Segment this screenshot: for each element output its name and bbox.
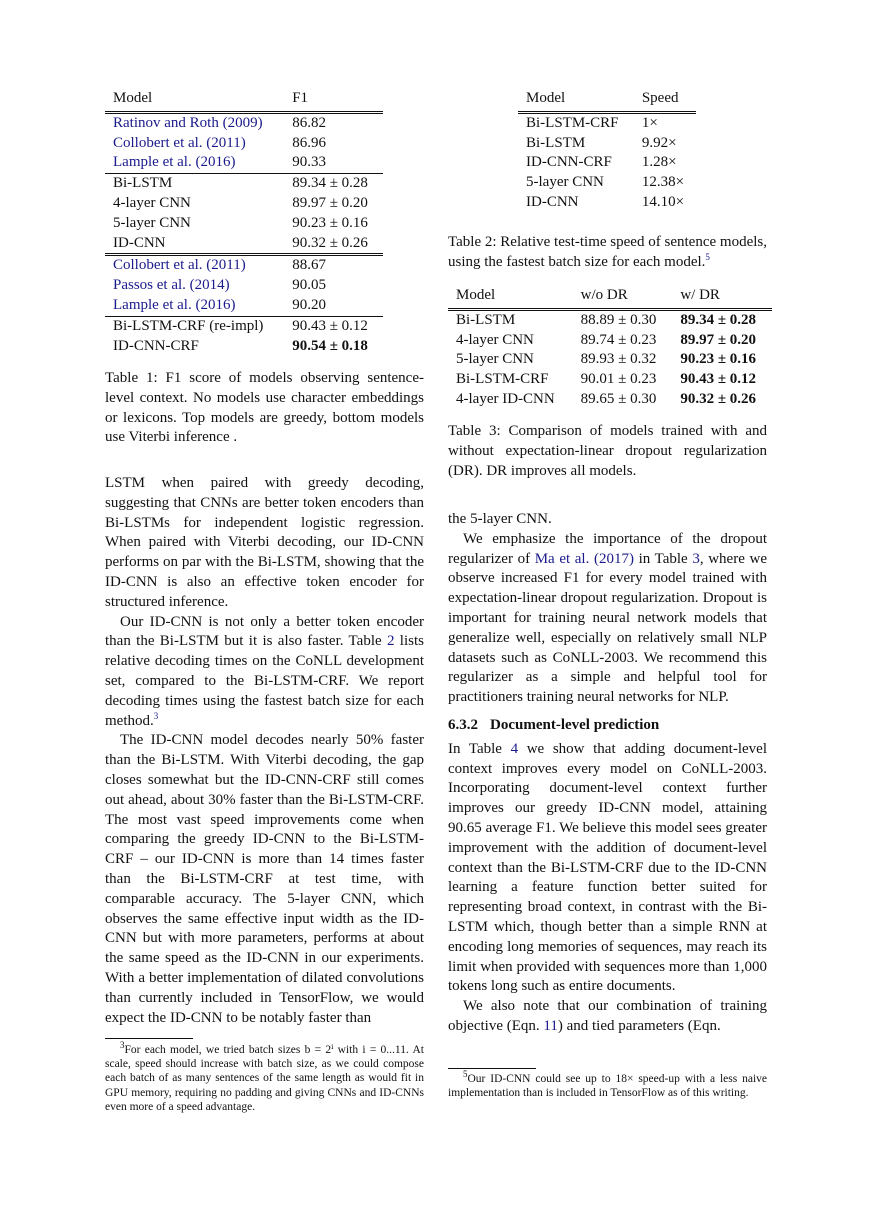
cell-f1: 88.67 — [284, 255, 383, 276]
cell-f1: 90.23 ± 0.16 — [292, 214, 368, 231]
text: we show that adding document-level context improves every model on CoNLL-2003. Incorporating document-level context further improves our greedy ID-CNN model, attaining 90.65 average F1. We believe this model sees greater improvement with the addition of document-level context than the Bi-LSTM-CRF due to the ID-CNN learning a feature function better suited for representing broad context, in contrast with the Bi-LSTM which, though better than a simple RNN at encoding long memories of sequences, may reach its limit when provided with sequences more than 1,000 tokens long such as entire documents. — [448, 740, 767, 995]
right-paragraph-4 — [448, 997, 767, 1037]
caption-text: Table 2: Relative test-time speed of sentence models, using the fastest batch size for each model. — [448, 234, 767, 270]
cell-with-dr: 90.43 ± 0.12 — [680, 371, 757, 388]
table-row — [105, 255, 383, 276]
table-row — [105, 337, 383, 357]
cell-speed: 1× — [634, 112, 696, 133]
table-row — [105, 174, 383, 194]
table-row — [105, 234, 383, 255]
left-paragraph-1: LSTM when paired with greedy decoding, suggesting that CNNs are better token encoders than Bi-LSTMs for independent logistic regression. When paired with Viterbi decoding, our ID-CNN performs on par with the Bi-LSTM, showing that the ID-CNN is also an effective token encoder for structured inference. — [105, 475, 424, 610]
cell-model: 4-layer ID-CNN — [456, 390, 555, 407]
cell-model: Bi-LSTM — [105, 174, 284, 194]
table-3-ref-link[interactable]: 3 — [692, 550, 700, 567]
right-paragraph-1: the 5-layer CNN. — [448, 511, 552, 527]
cell-without-dr: 89.74 ± 0.23 — [580, 331, 657, 348]
table-row — [105, 112, 383, 133]
table-3-header — [448, 286, 772, 309]
table-row — [105, 194, 383, 214]
cell-model[interactable]: Lample et al. (2016) — [113, 296, 236, 313]
table-4-ref-link[interactable]: 4 — [510, 740, 519, 757]
cell-model: Bi-LSTM — [526, 134, 586, 151]
table-row — [518, 112, 696, 133]
text: We also note that our combination of training objective (Eqn. — [448, 998, 767, 1034]
table-row — [448, 350, 772, 370]
cell-without-dr: 89.65 ± 0.30 — [580, 390, 657, 407]
text: , where we observe increased F1 for every model trained with expectation-linear dropout regularization. Dropout is important for training neural network models that generalize well, especially on relatively small NLP datasets such as CoNLL-2003. We recommend this regularizer as a simple and helpful tool for practitioners training neural networks for NLP. — [448, 550, 767, 706]
cell-speed: 14.10× — [641, 193, 685, 210]
table-row — [518, 134, 696, 154]
table-row — [105, 276, 383, 296]
section-number: 6.3.2 — [448, 716, 478, 733]
cell-model[interactable]: Lample et al. (2016) — [113, 154, 236, 171]
table-3-caption: Table 3: Comparison of models trained with and without expectation-linear dropout regularization (DR). DR improves all models. — [448, 423, 767, 479]
cell-speed: 1.28× — [641, 154, 677, 171]
cell-f1: 90.43 ± 0.12 — [284, 316, 383, 336]
cell-model[interactable]: Passos et al. (2014) — [113, 277, 230, 294]
footnote-mark: 3 — [120, 1040, 125, 1051]
cell-f1: 89.97 ± 0.20 — [292, 194, 368, 211]
cell-model: Bi-LSTM-CRF (re-impl) — [105, 316, 284, 336]
table-1-col-model: Model — [113, 90, 153, 106]
cell-without-dr: 88.89 ± 0.30 — [573, 309, 673, 330]
table-1-header — [105, 89, 383, 112]
cell-f1: 89.34 ± 0.28 — [284, 174, 383, 194]
table-2-header — [518, 89, 696, 112]
footnote-5-ref[interactable]: 5 — [705, 251, 710, 262]
cell-speed: 12.38× — [641, 174, 685, 191]
cell-model: 4-layer CNN — [456, 331, 534, 348]
table-2-ref-link[interactable]: 2 — [386, 633, 395, 650]
section-heading — [448, 716, 767, 736]
footnote-divider — [105, 1038, 193, 1039]
left-paragraph-3: The ID-CNN model decodes nearly 50% faster than the Bi-LSTM. With Viterbi decoding, the gap closes somewhat but the ID-CNN-CRF still comes out ahead, about 30% faster than the Bi-LSTM-CRF. The most vast speed improvements come when comparing the greedy ID-CNN to the Bi-LSTM-CRF – our ID-CNN is more than 14 times faster than the Bi-LSTM-CRF at test time, with comparable accuracy. The 5-layer CNN, which observes the same effective input width as the ID-CNN but with more parameters, performs at about the same speed as the ID-CNN in our experiments. With a better implementation of dilated convolutions than currently included in TensorFlow, we would expect the ID-CNN to be notably faster than — [105, 732, 424, 1026]
footnote-3 — [105, 1040, 424, 1114]
table-row — [105, 214, 383, 234]
cell-f1: 90.32 ± 0.26 — [292, 234, 368, 251]
table-row — [518, 173, 696, 193]
cell-model[interactable]: Collobert et al. (2011) — [105, 255, 284, 276]
right-body — [448, 510, 767, 1037]
text: We emphasize the importance of the dropout regularizer of — [448, 530, 767, 567]
table-row — [105, 153, 383, 173]
cell-f1: 86.82 — [284, 112, 383, 133]
cell-model: ID-CNN — [113, 234, 166, 251]
ma-2017-cite-link[interactable]: Ma et al. (2017) — [534, 550, 634, 567]
cell-model: 5-layer CNN — [113, 214, 191, 231]
text: lists relative decoding times on the CoNLL development set, compared to the Bi-LSTM-CRF. We report decoding times using the fastest batch size for each method. — [105, 633, 424, 729]
footnote-divider — [448, 1068, 536, 1069]
left-paragraph-2 — [105, 613, 424, 732]
table-2-col-model: Model — [526, 90, 566, 106]
cell-model: 4-layer CNN — [113, 194, 191, 211]
table-3 — [448, 286, 772, 410]
table-2-caption — [448, 233, 767, 273]
cell-model: Bi-LSTM-CRF — [456, 371, 549, 388]
cell-model: Bi-LSTM-CRF — [518, 112, 634, 133]
cell-f1: 86.96 — [292, 134, 326, 151]
cell-f1: 90.20 — [292, 296, 326, 313]
table-2-col-speed: Speed — [641, 90, 679, 106]
table-row — [518, 193, 696, 213]
cell-without-dr: 90.01 ± 0.23 — [580, 371, 657, 388]
section-title: Document-level prediction — [490, 716, 660, 733]
cell-with-dr: 90.23 ± 0.16 — [680, 351, 757, 368]
text: ) and tied parameters (Eqn. — [557, 1017, 721, 1034]
table-3-col-with-dr: w/ DR — [680, 287, 720, 303]
table-row — [105, 134, 383, 154]
cell-model: ID-CNN-CRF — [526, 154, 612, 171]
cell-with-dr: 89.97 ± 0.20 — [680, 331, 757, 348]
table-row — [518, 153, 696, 173]
table-row — [105, 296, 383, 316]
cell-f1: 90.33 — [292, 154, 326, 171]
table-1-caption: Table 1: F1 score of models observing sentence-level context. No models use character embeddings or lexicons. Top models are greedy, bottom models use Viterbi inference . — [105, 370, 424, 446]
footnote-3-ref[interactable]: 3 — [153, 710, 159, 721]
left-body — [105, 474, 424, 1028]
footnote-5 — [448, 1069, 767, 1100]
cell-speed: 9.92× — [641, 134, 677, 151]
right-paragraph-2 — [448, 530, 767, 708]
table-row — [448, 370, 772, 390]
table-row — [448, 331, 772, 351]
cell-with-dr: 90.32 ± 0.26 — [680, 390, 757, 407]
footnote-text: For each model, we tried batch sizes b = 2ⁱ with i = 0...11. At scale, speed should increase with batch size, as we could compose each batch of as many sentences of the same length as would fit in GPU memory, requiring no padding and giving CNNs and ID-CNNs even more of a speed advantage. — [105, 1044, 424, 1113]
cell-f1: 90.54 ± 0.18 — [292, 337, 368, 354]
table-3-col-model: Model — [456, 287, 496, 303]
cell-model: 5-layer CNN — [526, 174, 604, 191]
table-2 — [518, 89, 696, 213]
footnote-text: Our ID-CNN could see up to 18× speed-up with a less naive implementation than is included in TensorFlow as of this writing. — [448, 1073, 767, 1100]
eqn-11-ref-link[interactable]: 11 — [543, 1017, 558, 1034]
text: Our ID-CNN is not only a better token encoder than the Bi-LSTM but it is also faster. Table — [105, 613, 424, 650]
table-3-col-without-dr: w/o DR — [580, 287, 628, 303]
table-1 — [105, 89, 383, 356]
cell-f1: 90.05 — [292, 277, 326, 294]
right-paragraph-3 — [448, 740, 767, 997]
cell-model[interactable]: Ratinov and Roth (2009) — [105, 112, 284, 133]
cell-model: 5-layer CNN — [456, 351, 534, 368]
table-row — [448, 309, 772, 330]
table-row — [448, 390, 772, 410]
cell-model[interactable]: Collobert et al. (2011) — [113, 134, 246, 151]
text: in Table — [633, 550, 693, 567]
cell-with-dr: 89.34 ± 0.28 — [672, 309, 772, 330]
cell-without-dr: 89.93 ± 0.32 — [580, 351, 657, 368]
cell-model: Bi-LSTM — [448, 309, 573, 330]
table-row — [105, 316, 383, 336]
cell-model: ID-CNN-CRF — [113, 337, 199, 354]
cell-model: ID-CNN — [526, 193, 579, 210]
table-1-col-f1: F1 — [292, 90, 309, 106]
text: In Table — [448, 740, 511, 757]
footnote-mark: 5 — [463, 1069, 468, 1080]
